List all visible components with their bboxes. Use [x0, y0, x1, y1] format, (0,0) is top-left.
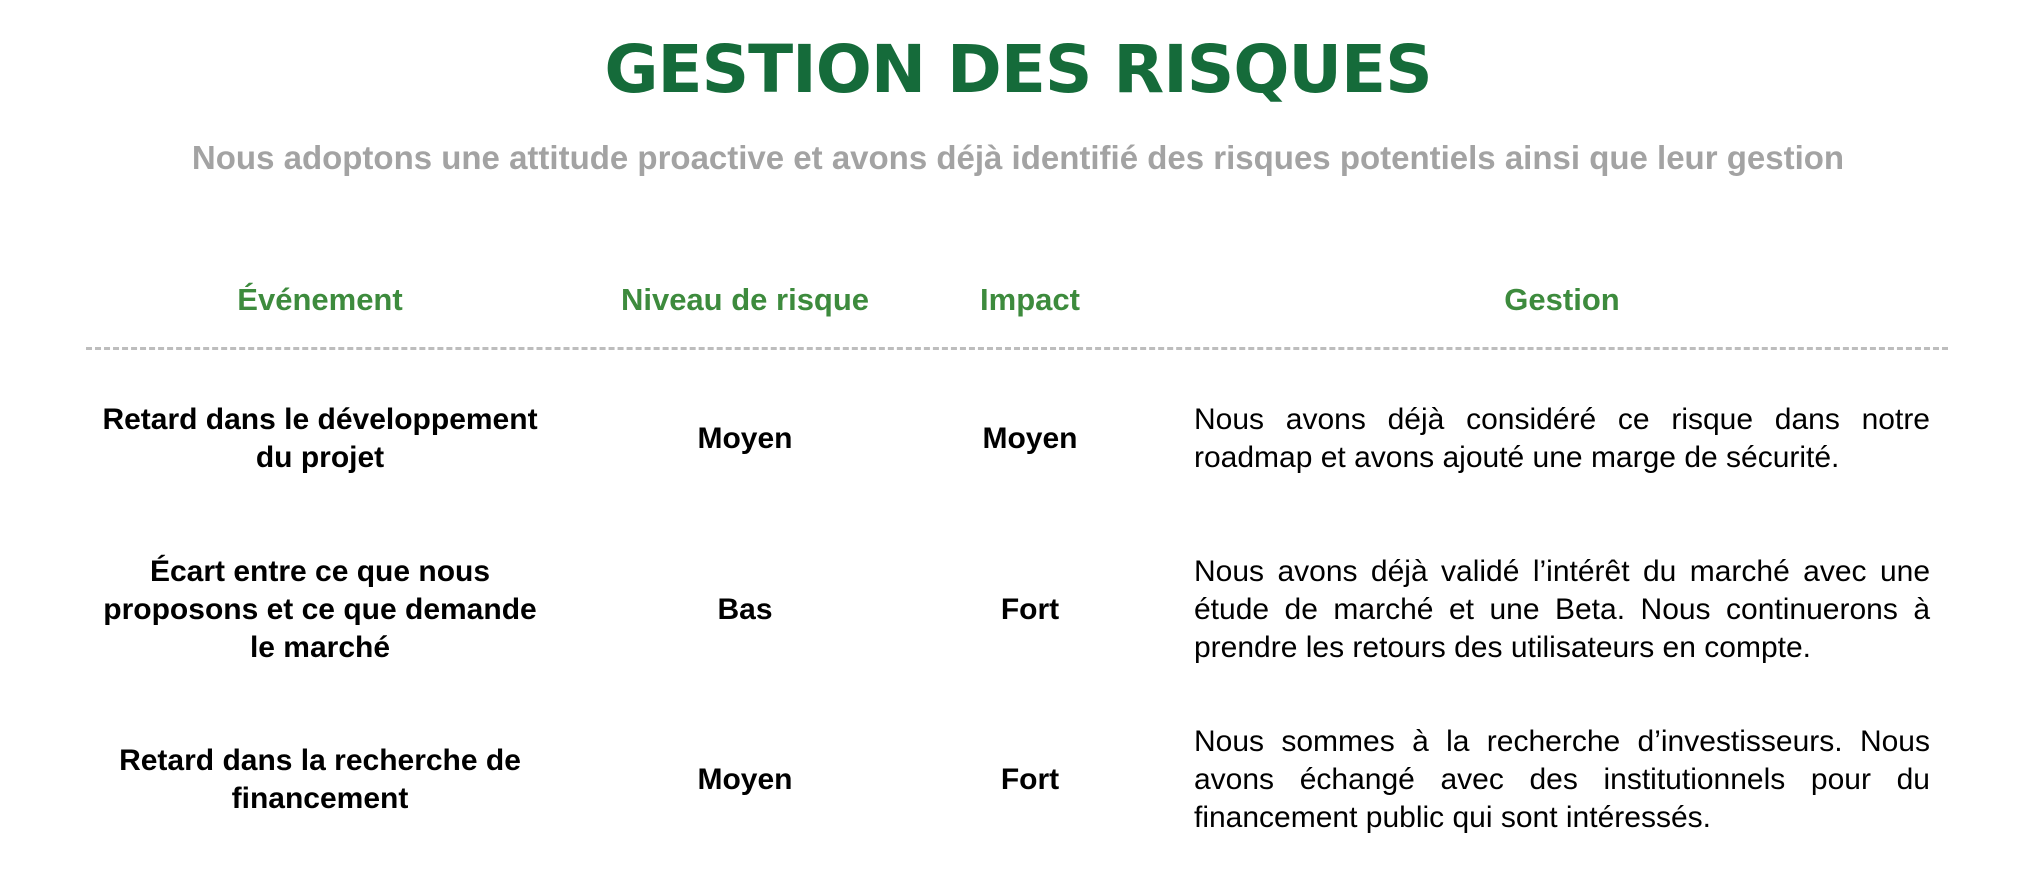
column-header-event: Événement	[237, 282, 403, 317]
row-event-cell	[100, 552, 540, 668]
management-text: Nous avons déjà considéré ce risque dans notre roadmap et avons ajouté une marge de sécurité.	[1194, 403, 1930, 474]
row-management-cell	[1194, 722, 1930, 838]
impact-text: Moyen	[982, 422, 1078, 455]
header-divider	[86, 347, 1948, 350]
row-event-cell	[100, 722, 540, 838]
column-header-risk-level: Niveau de risque	[620, 282, 870, 317]
page-subtitle: Nous adoptons une attitude proactive et avons déjà identifié des risques potentiels ainsi que leur gestion	[191, 139, 1845, 176]
risk-level-text: Moyen	[697, 422, 793, 455]
impact-text: Fort	[1000, 593, 1060, 626]
risk-level-text: Bas	[717, 593, 773, 626]
event-text: Retard dans la recherche de financement	[119, 744, 521, 815]
row-impact-cell	[900, 722, 1160, 838]
column-header-management: Gestion	[1504, 282, 1620, 317]
row-management-cell	[1194, 400, 1930, 478]
row-impact-cell	[900, 552, 1160, 668]
event-text: Retard dans le développement du projet	[102, 403, 538, 474]
row-risk-level-cell	[590, 552, 900, 668]
row-risk-level-cell	[590, 722, 900, 838]
management-text: Nous sommes à la recherche d’investisseurs. Nous avons échangé avec des institutionnels pour du financement public qui sont intéressés.	[1194, 725, 1930, 834]
row-impact-cell	[900, 400, 1160, 478]
impact-text: Fort	[1000, 763, 1060, 796]
row-management-cell	[1194, 552, 1930, 668]
risk-level-text: Moyen	[697, 763, 793, 796]
column-header-impact: Impact	[980, 282, 1080, 317]
row-risk-level-cell	[590, 400, 900, 478]
management-text: Nous avons déjà validé l’intérêt du marché avec une étude de marché et une Beta. Nous continuerons à prendre les retours des utilisateurs en compte.	[1194, 555, 1930, 664]
page-title: GESTION DES RISQUES	[604, 31, 1432, 108]
event-text: Écart entre ce que nous proposons et ce que demande le marché	[103, 555, 537, 664]
row-event-cell	[100, 400, 540, 478]
